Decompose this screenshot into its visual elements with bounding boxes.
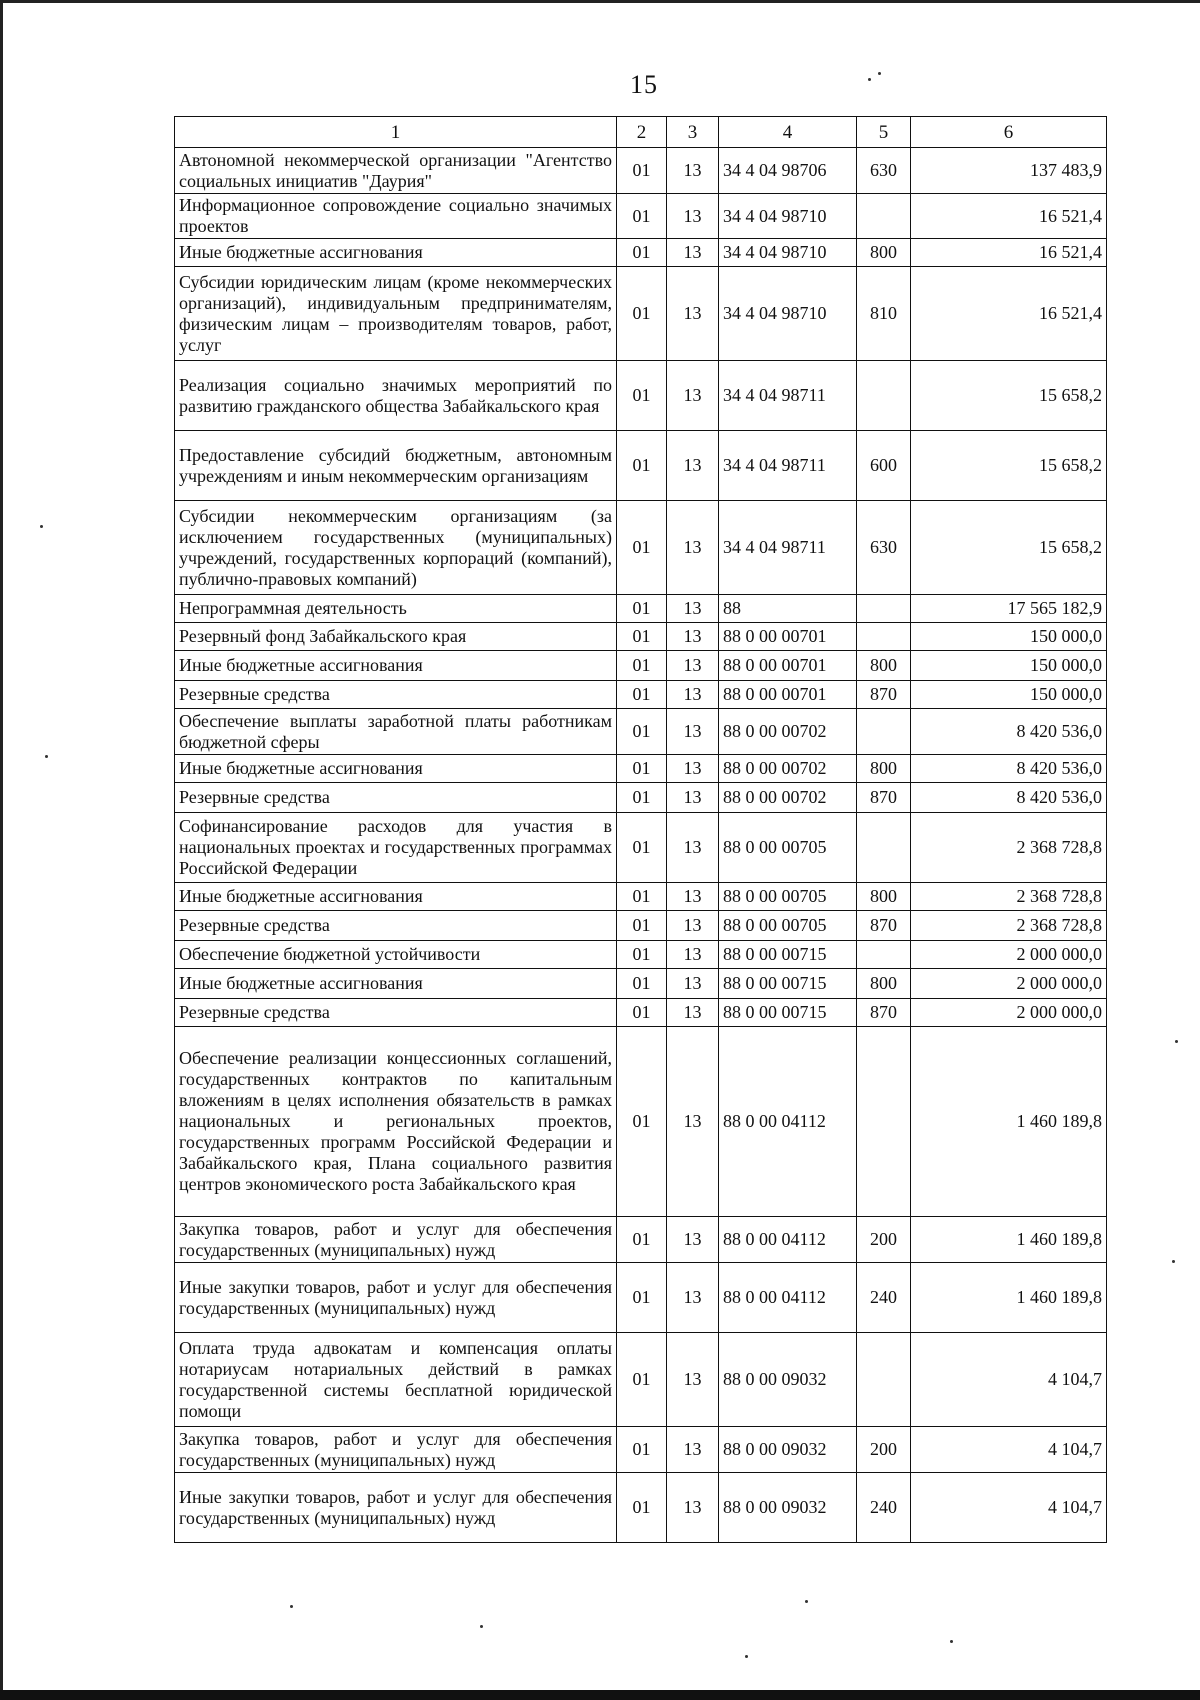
row-section-cell: 01 xyxy=(617,1217,667,1263)
row-subsection-cell: 13 xyxy=(667,813,719,883)
scan-speck xyxy=(878,72,881,75)
row-name-cell: Резервные средства xyxy=(175,911,617,941)
row-expense-type-cell xyxy=(857,361,911,431)
row-expense-type-cell: 240 xyxy=(857,1263,911,1333)
header-col-1: 1 xyxy=(175,117,617,148)
row-amount-cell: 1 460 189,8 xyxy=(911,1263,1107,1333)
row-amount-cell: 2 368 728,8 xyxy=(911,883,1107,911)
row-section-cell: 01 xyxy=(617,431,667,501)
row-expense-type-cell: 200 xyxy=(857,1427,911,1473)
row-section-cell: 01 xyxy=(617,148,667,194)
row-section-cell: 01 xyxy=(617,783,667,813)
scan-speck xyxy=(1172,1260,1175,1263)
row-section-cell: 01 xyxy=(617,1263,667,1333)
row-amount-cell: 1 460 189,8 xyxy=(911,1027,1107,1217)
row-amount-cell: 2 368 728,8 xyxy=(911,813,1107,883)
table-row xyxy=(175,431,1107,501)
table-row xyxy=(175,623,1107,651)
row-target-code-cell: 34 4 04 98710 xyxy=(719,194,857,239)
row-name-cell: Непрограммная деятельность xyxy=(175,595,617,623)
row-expense-type-cell xyxy=(857,941,911,969)
row-section-cell: 01 xyxy=(617,361,667,431)
row-subsection-cell: 13 xyxy=(667,709,719,755)
row-expense-type-cell: 630 xyxy=(857,501,911,595)
row-section-cell: 01 xyxy=(617,709,667,755)
row-name-cell: Иные бюджетные ассигнования xyxy=(175,883,617,911)
table-row xyxy=(175,1473,1107,1543)
table-row xyxy=(175,148,1107,194)
header-col-4: 4 xyxy=(719,117,857,148)
row-section-cell: 01 xyxy=(617,1333,667,1427)
row-subsection-cell: 13 xyxy=(667,755,719,783)
row-name-cell: Иные закупки товаров, работ и услуг для обеспечения государственных (муниципальных) нужд xyxy=(175,1263,617,1333)
row-target-code-cell: 88 0 00 09032 xyxy=(719,1427,857,1473)
table-header-row xyxy=(175,117,1107,148)
table-row xyxy=(175,239,1107,267)
row-name-cell: Иные бюджетные ассигнования xyxy=(175,651,617,681)
row-subsection-cell: 13 xyxy=(667,1427,719,1473)
row-expense-type-cell: 870 xyxy=(857,681,911,709)
row-name-cell: Резервные средства xyxy=(175,783,617,813)
row-target-code-cell: 88 0 00 04112 xyxy=(719,1263,857,1333)
row-amount-cell: 8 420 536,0 xyxy=(911,755,1107,783)
header-col-3: 3 xyxy=(667,117,719,148)
table-row xyxy=(175,651,1107,681)
row-subsection-cell: 13 xyxy=(667,595,719,623)
row-name-cell: Иные закупки товаров, работ и услуг для обеспечения государственных (муниципальных) нужд xyxy=(175,1473,617,1543)
row-amount-cell: 15 658,2 xyxy=(911,361,1107,431)
row-target-code-cell: 88 xyxy=(719,595,857,623)
header-col-5: 5 xyxy=(857,117,911,148)
row-target-code-cell: 34 4 04 98711 xyxy=(719,431,857,501)
row-amount-cell: 15 658,2 xyxy=(911,431,1107,501)
table-row xyxy=(175,709,1107,755)
row-target-code-cell: 88 0 00 00715 xyxy=(719,941,857,969)
table-row xyxy=(175,999,1107,1027)
table-row xyxy=(175,969,1107,999)
row-section-cell: 01 xyxy=(617,1027,667,1217)
row-amount-cell: 150 000,0 xyxy=(911,623,1107,651)
scan-speck xyxy=(950,1640,953,1643)
table-row xyxy=(175,1217,1107,1263)
row-name-cell: Иные бюджетные ассигнования xyxy=(175,755,617,783)
row-subsection-cell: 13 xyxy=(667,148,719,194)
row-target-code-cell: 88 0 00 00702 xyxy=(719,709,857,755)
row-target-code-cell: 88 0 00 09032 xyxy=(719,1473,857,1543)
row-subsection-cell: 13 xyxy=(667,883,719,911)
row-expense-type-cell: 800 xyxy=(857,651,911,681)
row-target-code-cell: 88 0 00 00702 xyxy=(719,755,857,783)
row-expense-type-cell: 240 xyxy=(857,1473,911,1543)
row-name-cell: Обеспечение выплаты заработной платы работникам бюджетной сферы xyxy=(175,709,617,755)
row-section-cell: 01 xyxy=(617,681,667,709)
table-row xyxy=(175,755,1107,783)
row-target-code-cell: 88 0 00 09032 xyxy=(719,1333,857,1427)
row-amount-cell: 16 521,4 xyxy=(911,267,1107,361)
row-amount-cell: 2 368 728,8 xyxy=(911,911,1107,941)
row-subsection-cell: 13 xyxy=(667,239,719,267)
table-row xyxy=(175,501,1107,595)
row-expense-type-cell: 600 xyxy=(857,431,911,501)
row-expense-type-cell: 800 xyxy=(857,239,911,267)
row-target-code-cell: 88 0 00 00702 xyxy=(719,783,857,813)
row-name-cell: Закупка товаров, работ и услуг для обеспечения государственных (муниципальных) нужд xyxy=(175,1427,617,1473)
row-name-cell: Субсидии юридическим лицам (кроме некоммерческих организаций), индивидуальным предпринимателям, физическим лицам – производителям товаров, работ, услуг xyxy=(175,267,617,361)
row-section-cell: 01 xyxy=(617,623,667,651)
row-amount-cell: 1 460 189,8 xyxy=(911,1217,1107,1263)
row-subsection-cell: 13 xyxy=(667,911,719,941)
row-section-cell: 01 xyxy=(617,501,667,595)
row-name-cell: Субсидии некоммерческим организациям (за исключением государственных (муниципальных) учреждений, государственных корпораций (компаний), публично-правовых компаний) xyxy=(175,501,617,595)
row-expense-type-cell: 200 xyxy=(857,1217,911,1263)
row-subsection-cell: 13 xyxy=(667,1333,719,1427)
row-subsection-cell: 13 xyxy=(667,1473,719,1543)
row-amount-cell: 150 000,0 xyxy=(911,681,1107,709)
table-row xyxy=(175,1027,1107,1217)
row-subsection-cell: 13 xyxy=(667,681,719,709)
table-row xyxy=(175,267,1107,361)
row-section-cell: 01 xyxy=(617,999,667,1027)
scan-speck xyxy=(868,78,871,81)
row-target-code-cell: 88 0 00 04112 xyxy=(719,1217,857,1263)
row-expense-type-cell: 800 xyxy=(857,883,911,911)
scan-border-top xyxy=(0,0,1200,3)
row-expense-type-cell: 870 xyxy=(857,911,911,941)
row-name-cell: Предоставление субсидий бюджетным, автономным учреждениям и иным некоммерческим организациям xyxy=(175,431,617,501)
table-row xyxy=(175,1427,1107,1473)
scan-speck xyxy=(40,525,43,528)
table-row xyxy=(175,1333,1107,1427)
scan-border-bottom xyxy=(0,1690,1200,1700)
row-target-code-cell: 88 0 00 00701 xyxy=(719,651,857,681)
row-expense-type-cell xyxy=(857,1333,911,1427)
table-row xyxy=(175,595,1107,623)
row-expense-type-cell: 810 xyxy=(857,267,911,361)
row-section-cell: 01 xyxy=(617,883,667,911)
row-target-code-cell: 34 4 04 98711 xyxy=(719,501,857,595)
row-name-cell: Автономной некоммерческой организации "Агентство социальных инициатив "Даурия" xyxy=(175,148,617,194)
row-subsection-cell: 13 xyxy=(667,361,719,431)
row-amount-cell: 150 000,0 xyxy=(911,651,1107,681)
row-expense-type-cell xyxy=(857,813,911,883)
row-amount-cell: 16 521,4 xyxy=(911,239,1107,267)
row-expense-type-cell xyxy=(857,194,911,239)
row-name-cell: Резервные средства xyxy=(175,999,617,1027)
row-subsection-cell: 13 xyxy=(667,431,719,501)
row-section-cell: 01 xyxy=(617,595,667,623)
row-expense-type-cell xyxy=(857,623,911,651)
row-target-code-cell: 88 0 00 00705 xyxy=(719,911,857,941)
row-expense-type-cell xyxy=(857,709,911,755)
row-subsection-cell: 13 xyxy=(667,1217,719,1263)
table-row xyxy=(175,883,1107,911)
row-name-cell: Обеспечение реализации концессионных соглашений, государственных контрактов по капитальным вложениям в целях исполнения обязательств в рамках национальных и региональных проектов, государственных программ Российской Федерации и Забайкальского края, Плана социального развития центров экономического роста Забайкальского края xyxy=(175,1027,617,1217)
row-name-cell: Иные бюджетные ассигнования xyxy=(175,239,617,267)
row-expense-type-cell: 870 xyxy=(857,783,911,813)
row-subsection-cell: 13 xyxy=(667,623,719,651)
row-subsection-cell: 13 xyxy=(667,999,719,1027)
row-target-code-cell: 34 4 04 98706 xyxy=(719,148,857,194)
row-subsection-cell: 13 xyxy=(667,969,719,999)
row-target-code-cell: 88 0 00 00701 xyxy=(719,681,857,709)
row-amount-cell: 137 483,9 xyxy=(911,148,1107,194)
table-body xyxy=(175,148,1107,1543)
row-section-cell: 01 xyxy=(617,755,667,783)
scan-speck xyxy=(480,1625,483,1628)
row-name-cell: Закупка товаров, работ и услуг для обеспечения государственных (муниципальных) нужд xyxy=(175,1217,617,1263)
row-target-code-cell: 88 0 00 00715 xyxy=(719,969,857,999)
row-section-cell: 01 xyxy=(617,267,667,361)
row-target-code-cell: 88 0 00 00705 xyxy=(719,813,857,883)
row-subsection-cell: 13 xyxy=(667,267,719,361)
row-target-code-cell: 88 0 00 04112 xyxy=(719,1027,857,1217)
row-amount-cell: 17 565 182,9 xyxy=(911,595,1107,623)
row-section-cell: 01 xyxy=(617,813,667,883)
row-section-cell: 01 xyxy=(617,194,667,239)
row-expense-type-cell: 630 xyxy=(857,148,911,194)
row-name-cell: Реализация социально значимых мероприятий по развитию гражданского общества Забайкальского края xyxy=(175,361,617,431)
row-subsection-cell: 13 xyxy=(667,1027,719,1217)
row-subsection-cell: 13 xyxy=(667,941,719,969)
row-subsection-cell: 13 xyxy=(667,783,719,813)
scan-speck xyxy=(1175,1040,1178,1043)
scan-speck xyxy=(45,755,48,758)
row-section-cell: 01 xyxy=(617,239,667,267)
row-expense-type-cell xyxy=(857,595,911,623)
row-amount-cell: 16 521,4 xyxy=(911,194,1107,239)
row-target-code-cell: 88 0 00 00715 xyxy=(719,999,857,1027)
row-name-cell: Резервные средства xyxy=(175,681,617,709)
row-amount-cell: 4 104,7 xyxy=(911,1427,1107,1473)
row-amount-cell: 2 000 000,0 xyxy=(911,999,1107,1027)
row-section-cell: 01 xyxy=(617,1473,667,1543)
row-expense-type-cell: 870 xyxy=(857,999,911,1027)
row-target-code-cell: 34 4 04 98710 xyxy=(719,239,857,267)
row-subsection-cell: 13 xyxy=(667,194,719,239)
page-number: 15 xyxy=(630,70,658,99)
table-row xyxy=(175,194,1107,239)
row-amount-cell: 8 420 536,0 xyxy=(911,783,1107,813)
table-row xyxy=(175,783,1107,813)
table-row xyxy=(175,681,1107,709)
row-amount-cell: 4 104,7 xyxy=(911,1473,1107,1543)
scan-speck xyxy=(290,1605,293,1608)
row-target-code-cell: 88 0 00 00705 xyxy=(719,883,857,911)
row-subsection-cell: 13 xyxy=(667,651,719,681)
row-section-cell: 01 xyxy=(617,969,667,999)
row-amount-cell: 4 104,7 xyxy=(911,1333,1107,1427)
scan-speck xyxy=(745,1655,748,1658)
row-amount-cell: 8 420 536,0 xyxy=(911,709,1107,755)
scan-speck xyxy=(805,1600,808,1603)
row-section-cell: 01 xyxy=(617,941,667,969)
row-target-code-cell: 34 4 04 98710 xyxy=(719,267,857,361)
row-name-cell: Софинансирование расходов для участия в национальных проектах и государственных программах Российской Федерации xyxy=(175,813,617,883)
budget-table xyxy=(174,116,1107,1543)
row-expense-type-cell: 800 xyxy=(857,755,911,783)
row-amount-cell: 15 658,2 xyxy=(911,501,1107,595)
row-amount-cell: 2 000 000,0 xyxy=(911,941,1107,969)
table-row xyxy=(175,941,1107,969)
row-amount-cell: 2 000 000,0 xyxy=(911,969,1107,999)
row-name-cell: Иные бюджетные ассигнования xyxy=(175,969,617,999)
table-row xyxy=(175,911,1107,941)
row-target-code-cell: 88 0 00 00701 xyxy=(719,623,857,651)
table-row xyxy=(175,361,1107,431)
row-name-cell: Резервный фонд Забайкальского края xyxy=(175,623,617,651)
row-name-cell: Оплата труда адвокатам и компенсация оплаты нотариусам нотариальных действий в рамках государственной системы бесплатной юридической помощи xyxy=(175,1333,617,1427)
scan-border-left xyxy=(0,0,3,1700)
row-target-code-cell: 34 4 04 98711 xyxy=(719,361,857,431)
row-section-cell: 01 xyxy=(617,651,667,681)
row-section-cell: 01 xyxy=(617,911,667,941)
row-subsection-cell: 13 xyxy=(667,501,719,595)
header-col-2: 2 xyxy=(617,117,667,148)
row-section-cell: 01 xyxy=(617,1427,667,1473)
table-row xyxy=(175,1263,1107,1333)
row-subsection-cell: 13 xyxy=(667,1263,719,1333)
header-col-6: 6 xyxy=(911,117,1107,148)
row-name-cell: Обеспечение бюджетной устойчивости xyxy=(175,941,617,969)
row-name-cell: Информационное сопровождение социально значимых проектов xyxy=(175,194,617,239)
row-expense-type-cell xyxy=(857,1027,911,1217)
table-row xyxy=(175,813,1107,883)
row-expense-type-cell: 800 xyxy=(857,969,911,999)
